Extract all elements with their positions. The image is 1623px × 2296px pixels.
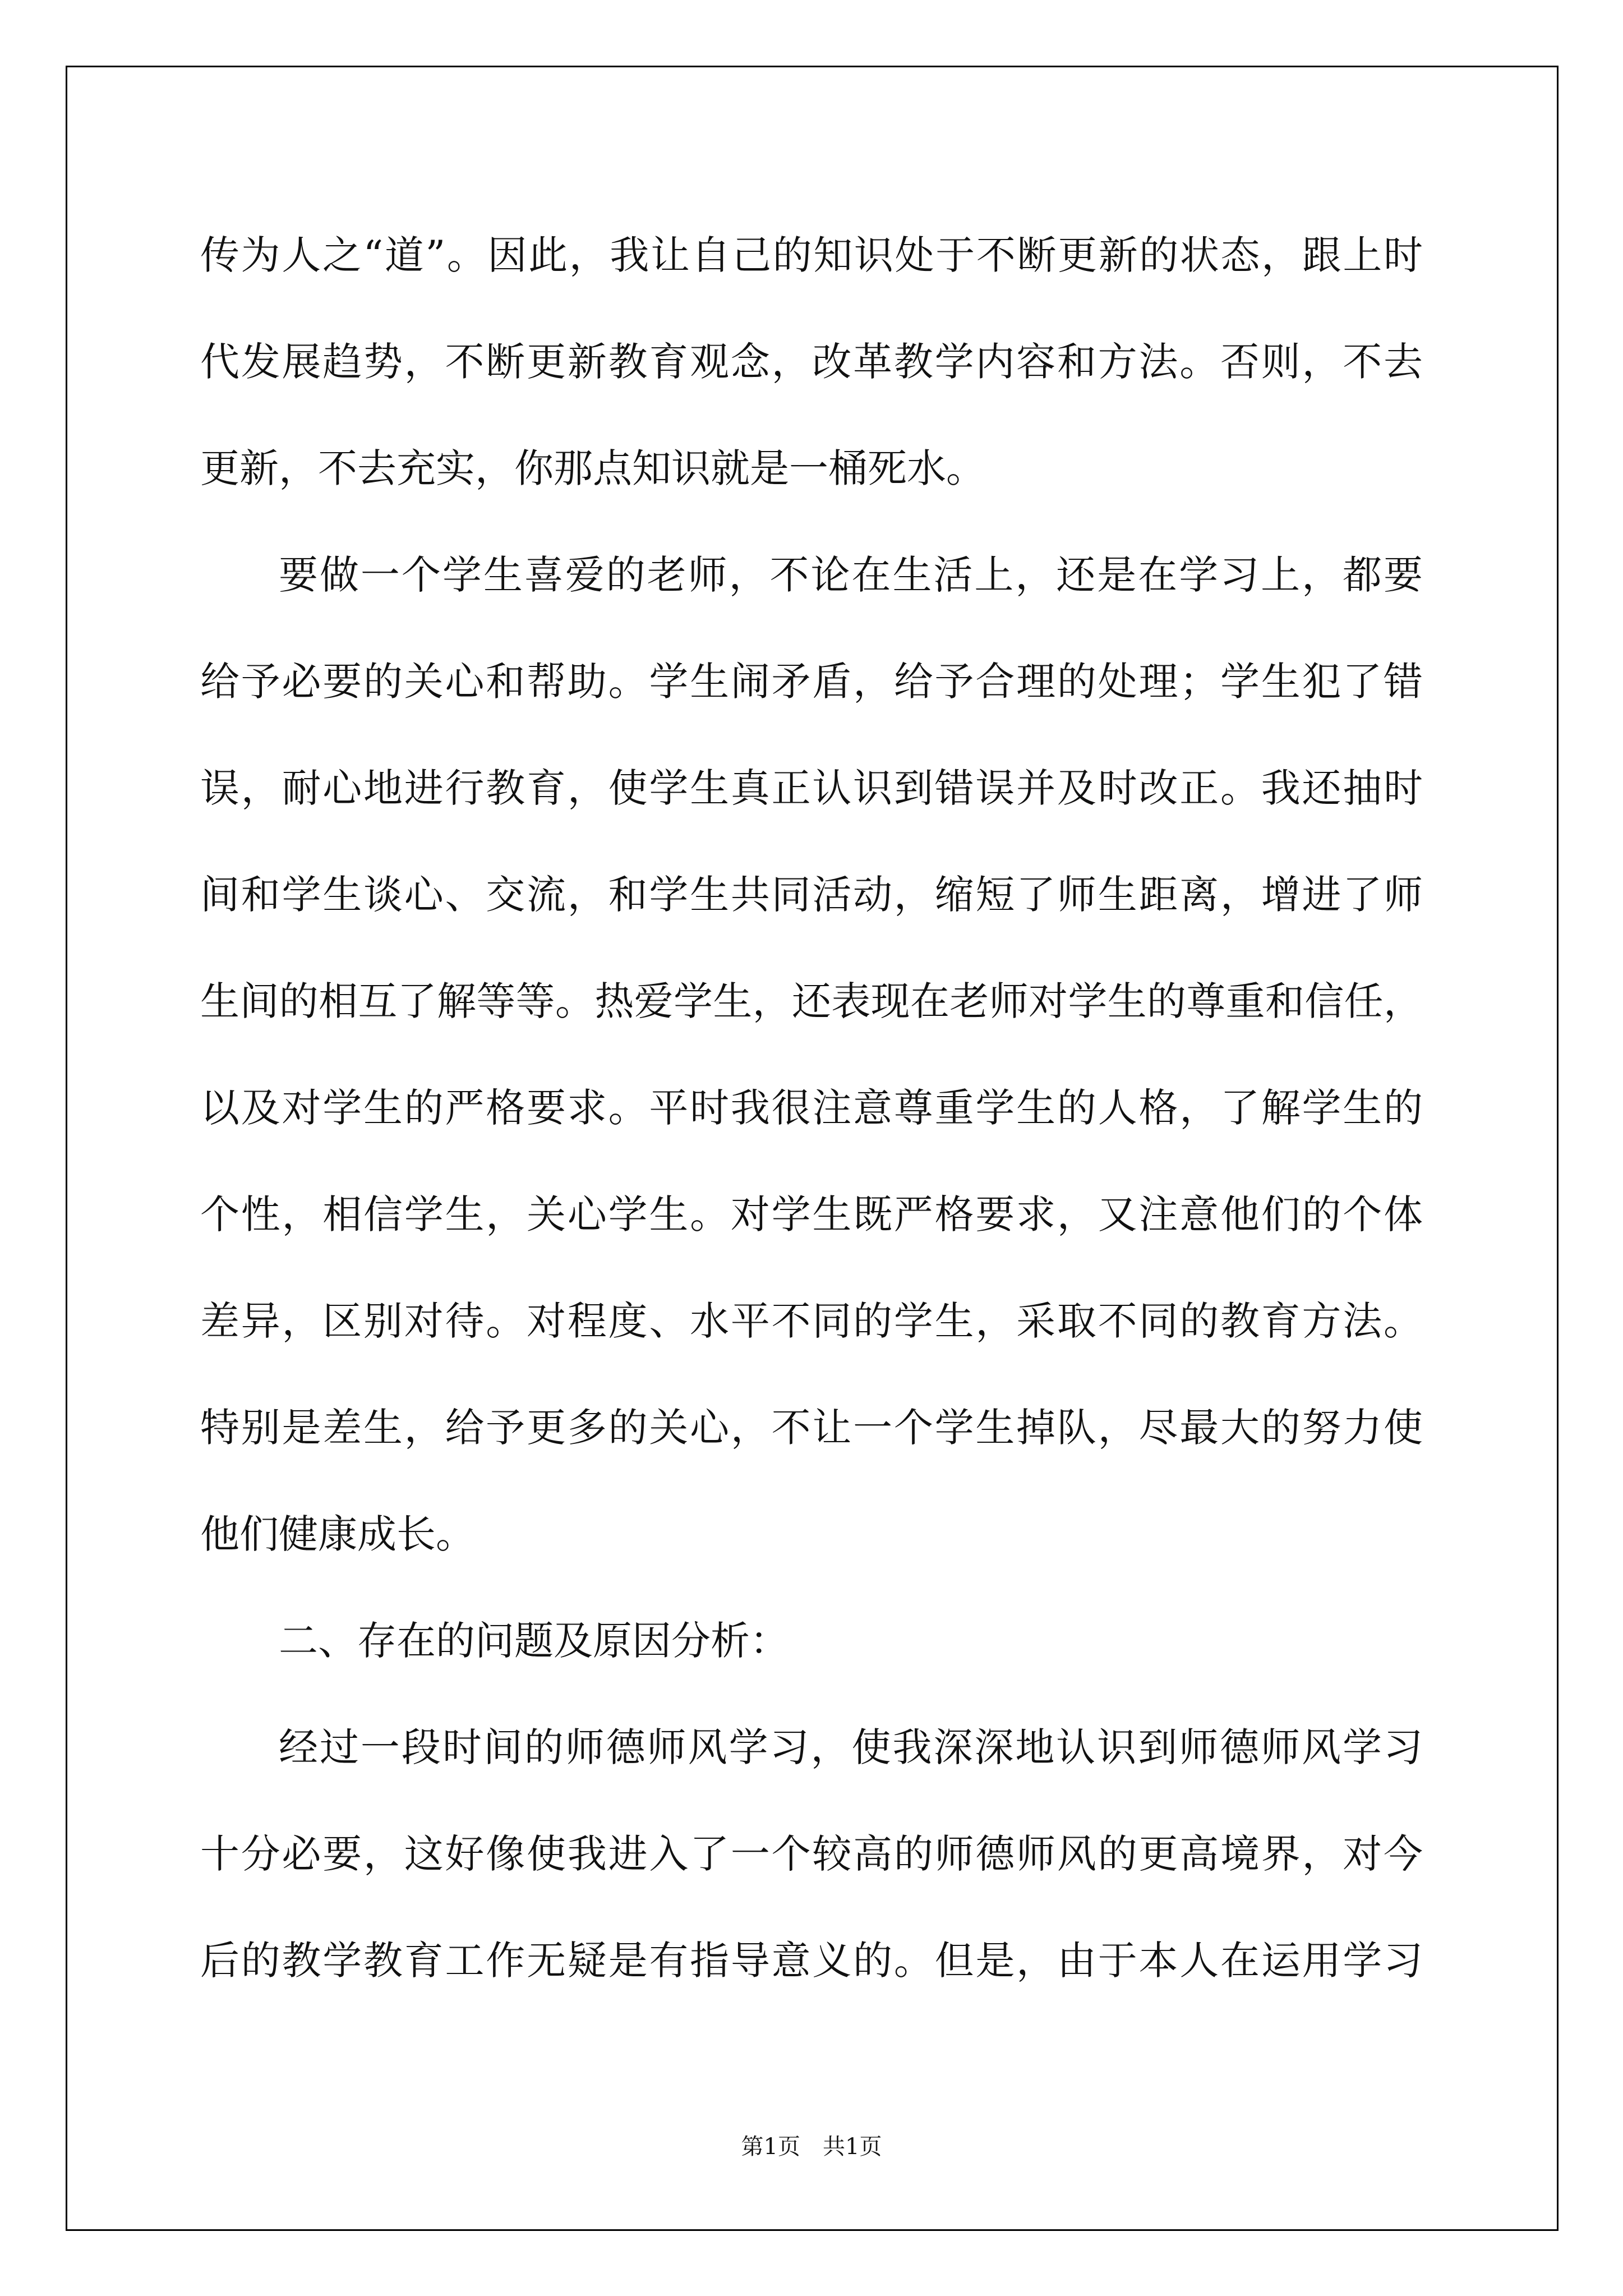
text-line: 误，耐心地进行教育，使学生真正认识到错误并及时改正。我还抽时 xyxy=(200,765,1423,811)
text-line: 传为人之“道”。因此，我让自己的知识处于不断更新的状态，跟上时 xyxy=(200,232,1423,278)
text-line: 更新，不去充实，你那点知识就是一桶死水。 xyxy=(200,445,985,491)
text-line: 特别是差生，给予更多的关心，不让一个学生掉队，尽最大的努力使 xyxy=(200,1405,1423,1451)
text-line: 他们健康成长。 xyxy=(200,1511,475,1557)
document-body xyxy=(200,202,1423,2014)
text-line: 差异，区别对待。对程度、水平不同的学生，采取不同的教育方法。 xyxy=(200,1298,1423,1344)
text-line: 十分必要，这好像使我进入了一个较高的师德师风的更高境界，对今 xyxy=(200,1831,1423,1877)
text-line: 代发展趋势，不断更新教育观念，改革教学内容和方法。否则，不去 xyxy=(200,339,1423,385)
text-line: 以及对学生的严格要求。平时我很注意尊重学生的人格，了解学生的 xyxy=(200,1085,1423,1131)
text-line: 个性，相信学生，关心学生。对学生既严格要求，又注意他们的个体 xyxy=(200,1191,1423,1237)
page-number: 第1页 共1页 xyxy=(741,2134,882,2160)
text-line: 生间的相互了解等等。热爱学生，还表现在老师对学生的尊重和信任， xyxy=(200,978,1423,1024)
section-heading: 二、存在的问题及原因分析： xyxy=(279,1618,789,1664)
text-line: 间和学生谈心、交流，和学生共同活动，缩短了师生距离，增进了师 xyxy=(200,872,1423,918)
text-line: 给予必要的关心和帮助。学生闹矛盾，给予合理的处理；学生犯了错 xyxy=(200,659,1423,705)
text-line: 经过一段时间的师德师风学习，使我深深地认识到师德师风学习 xyxy=(279,1724,1423,1770)
text-line: 要做一个学生喜爱的老师，不论在生活上，还是在学习上，都要 xyxy=(279,552,1423,598)
text-line: 后的教学教育工作无疑是有指导意义的。但是，由于本人在运用学习 xyxy=(200,1938,1423,1984)
